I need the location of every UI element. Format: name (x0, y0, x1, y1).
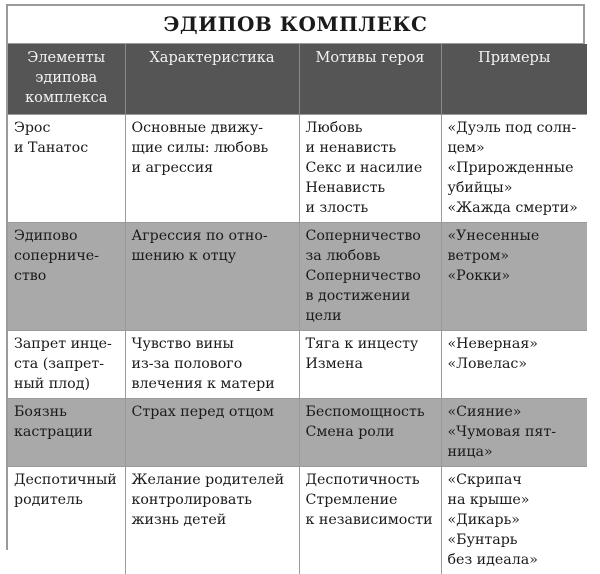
table-title: ЭДИПОВ КОМПЛЕКС (8, 6, 583, 44)
cell-element: Эдипово соперниче- ство (8, 223, 125, 331)
cell-characteristic: Основные движу- щие силы: любовь и агрессия (125, 115, 299, 223)
cell-element: Эрос и Танатос (8, 115, 125, 223)
header-examples: Примеры (441, 44, 587, 115)
header-characteristic: Характеристика (125, 44, 299, 115)
table-row (8, 467, 587, 574)
cell-element: Запрет инце- ста (запрет- ный плод) (8, 331, 125, 399)
cell-examples: «Сияние» «Чумовая пят- ница» (441, 399, 587, 467)
table-row (8, 331, 587, 399)
table-row (8, 223, 587, 331)
cell-motives: Деспотичность Стремление к независимости (299, 467, 441, 574)
table-row (8, 115, 587, 223)
cell-characteristic: Чувство вины из-за полового влечения к матери (125, 331, 299, 399)
oedipus-complex-table-frame (6, 4, 585, 550)
cell-element: Боязнь кастрации (8, 399, 125, 467)
cell-examples: «Унесенные ветром» «Рокки» (441, 223, 587, 331)
header-elements: Элементы эдипова комплекса (8, 44, 125, 115)
cell-characteristic: Страх перед отцом (125, 399, 299, 467)
cell-element: Деспотичный родитель (8, 467, 125, 574)
cell-characteristic: Агрессия по отно- шению к отцу (125, 223, 299, 331)
cell-examples: «Скрипач на крыше» «Дикарь» «Бунтарь без идеала» (441, 467, 587, 574)
table-row (8, 399, 587, 467)
cell-motives: Тяга к инцесту Измена (299, 331, 441, 399)
header-row (8, 44, 587, 115)
cell-motives: Любовь и ненависть Секс и насилие Ненависть и злость (299, 115, 441, 223)
cell-examples: «Неверная» «Ловелас» (441, 331, 587, 399)
cell-examples: «Дуэль под солн- цем» «Прирожденные убийцы» «Жажда смерти» (441, 115, 587, 223)
cell-motives: Беспомощность Смена роли (299, 399, 441, 467)
oedipus-complex-table (8, 44, 587, 574)
cell-characteristic: Желание родителей контролировать жизнь детей (125, 467, 299, 574)
cell-motives: Соперничество за любовь Соперничество в достижении цели (299, 223, 441, 331)
header-motives: Мотивы героя (299, 44, 441, 115)
